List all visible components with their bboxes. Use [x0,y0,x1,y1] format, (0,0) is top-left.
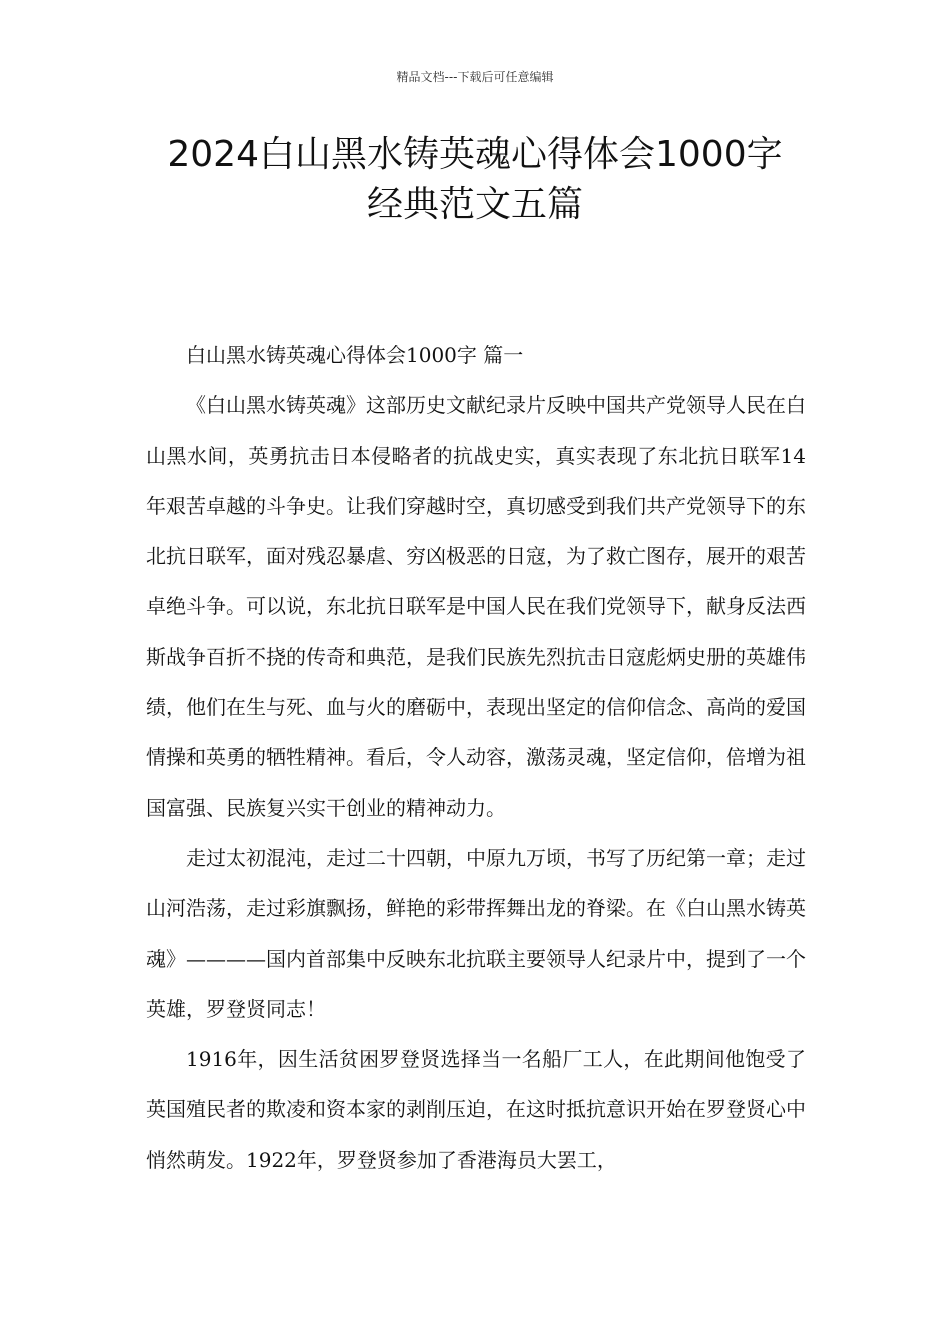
paragraph-2: 走过太初混沌，走过二十四朝，中原九万顷，书写了历纪第一章；走过山河浩荡，走过彩旗飘扬，鲜艳的彩带挥舞出龙的脊梁。在《白山黑水铸英魂》————国内首部集中反映东北抗联主要领导人纪录片中，提到了一个英雄，罗登贤同志！ [146,845,806,1021]
header-note: 精品文档---下载后可任意编辑 [396,70,554,84]
paragraph-3: 1916年，因生活贫困罗登贤选择当一名船厂工人，在此期间他饱受了英国殖民者的欺凌和资本家的剥削压迫，在这时抵抗意识开始在罗登贤心中悄然萌发。1922年，罗登贤参加了香港海员大罢工， [146,1047,806,1172]
paragraph-1: 《白山黑水铸英魂》这部历史文献纪录片反映中国共产党领导人民在白山黑水间，英勇抗击日本侵略者的抗战史实，真实表现了东北抗日联军14年艰苦卓越的斗争史。让我们穿越时空，真切感受到我们共产党领导下的东北抗日联军，面对残忍暴虐、穷凶极恶的日寇，为了救亡图存，展开的艰苦卓绝斗争。可以说，东北抗日联军是中国人民在我们党领导下，献身反法西斯战争百折不挠的传奇和典范，是我们民族先烈抗击日寇彪炳史册的英雄伟绩，他们在生与死、血与火的磨砺中，表现出坚定的信仰信念、高尚的爱国情操和英勇的牺牲精神。看后，令人动容，激荡灵魂，坚定信仰，倍增为祖国富强、民族复兴实干创业的精神动力。 [146,393,806,820]
document-body [146,330,806,1185]
document-title [110,130,840,230]
section-heading: 白山黑水铸英魂心得体会1000字 篇一 [186,343,524,367]
title-line-2: 经典范文五篇 [366,184,583,225]
title-line-1: 2024白山黑水铸英魂心得体会1000字 [167,134,783,175]
